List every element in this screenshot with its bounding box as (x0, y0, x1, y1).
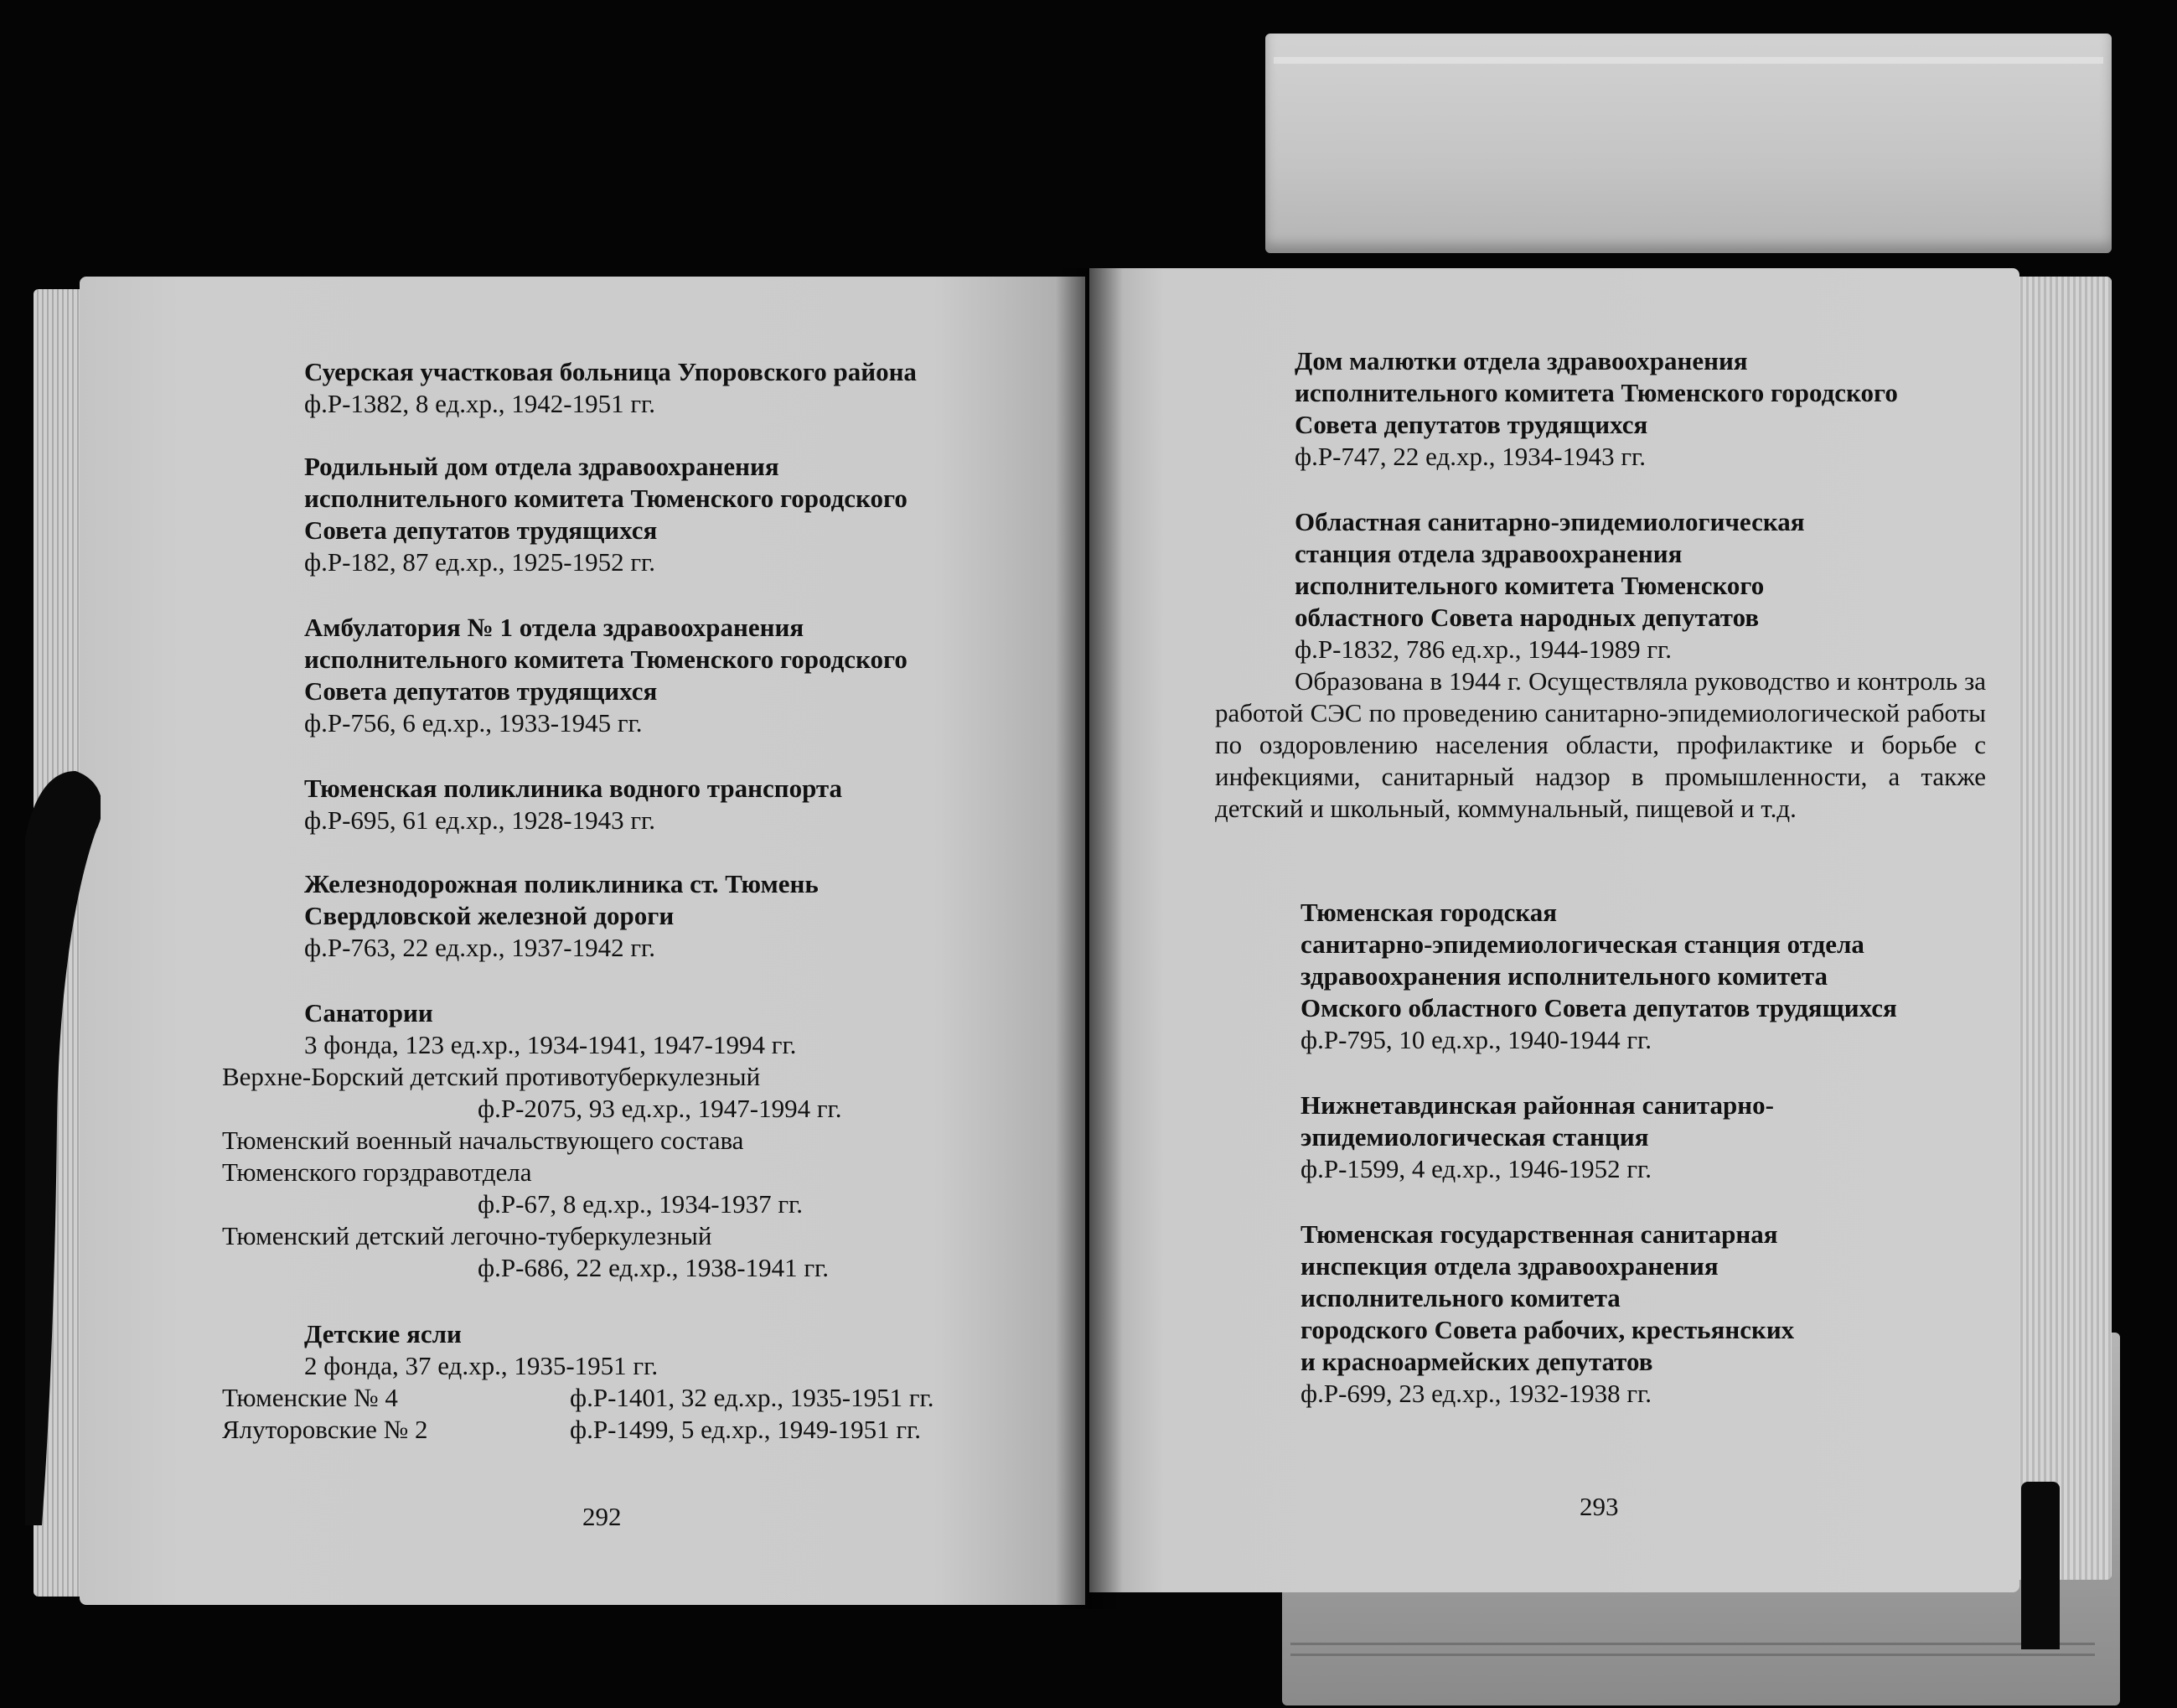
book-gutter-shadow (1056, 268, 1123, 1609)
entry-title: Родильный дом отдела здравоохранения (304, 452, 779, 481)
entry-ref: ф.Р-695, 61 ед.хр., 1928-1943 гг. (304, 805, 656, 835)
entry-ref: ф.Р-1832, 786 ед.хр., 1944-1989 гг. (1295, 634, 1673, 664)
entry-title: Совета депутатов трудящихся (304, 676, 658, 706)
entry-title: и красноармейских депутатов (1301, 1347, 1653, 1376)
entry-title: здравоохранения исполнительного комитета (1301, 961, 1828, 991)
entry-ref: ф.Р-1382, 8 ед.хр., 1942-1951 гг. (304, 389, 656, 418)
entry-ref: ф.Р-763, 22 ед.хр., 1937-1942 гг. (304, 933, 656, 962)
section-title: Санатории (304, 998, 433, 1027)
entry-title: Суерская участковая больница Упоровского района (304, 357, 917, 386)
background-box-edge (1274, 57, 2103, 64)
entry-title: исполнительного комитета Тюменского (1295, 571, 1765, 600)
entry-title: инспекция отдела здравоохранения (1301, 1251, 1719, 1281)
entry-title: исполнительного комитета Тюменского городского (304, 644, 908, 674)
entry-title: Свердловской железной дороги (304, 901, 675, 930)
entry-title: санитарно-эпидемиологическая станция отдела (1301, 929, 1864, 959)
entry-title: станция отдела здравоохранения (1295, 539, 1683, 568)
section-summary: 3 фонда, 123 ед.хр., 1934-1941, 1947-1994 гг. (304, 1030, 797, 1059)
entry-ref: ф.Р-795, 10 ед.хр., 1940-1944 гг. (1301, 1025, 1652, 1054)
entry-title: Железнодорожная поликлиника ст. Тюмень (304, 869, 819, 898)
item-name: Ялуторовские № 2 (222, 1415, 428, 1444)
item-name: Тюменского горздравотдела (222, 1157, 532, 1187)
entry-title: областного Совета народных депутатов (1295, 603, 1760, 632)
page-number: 292 (582, 1502, 622, 1531)
page-number: 293 (1580, 1492, 1619, 1521)
entry-title: Нижнетавдинская районная санитарно- (1301, 1090, 1774, 1120)
entry-title: исполнительного комитета (1301, 1283, 1621, 1312)
entry-ref: ф.Р-747, 22 ед.хр., 1934-1943 гг. (1295, 442, 1647, 471)
entry-title: Совета депутатов трудящихся (1295, 410, 1648, 439)
entry-title: городского Совета рабочих, крестьянских (1301, 1315, 1795, 1344)
entry-ref: ф.Р-756, 6 ед.хр., 1933-1945 гг. (304, 708, 643, 738)
description-paragraph: Образована в 1944 г. Осуществляла руководство и контроль за работой СЭС по проведению санитарно-эпидемиологической работы по оздоровлению населения области, профилактике и борьбе с инфекциями, санитарный надзор в промышленности, а также детский и школьный, коммунальный, пищевой и т.д. (1215, 666, 1986, 823)
entry-title: Дом малютки отдела здравоохранения (1295, 346, 1748, 375)
ribbon-bookmark-right-icon (2021, 1482, 2060, 1649)
right-page (1089, 268, 2019, 1592)
item-ref: ф.Р-67, 8 ед.хр., 1934-1937 гг. (478, 1189, 804, 1219)
section-title: Детские ясли (304, 1319, 462, 1348)
item-name: Тюменский детский легочно-туберкулезный (222, 1221, 712, 1250)
item-ref: ф.Р-1499, 5 ед.хр., 1949-1951 гг. (570, 1415, 922, 1444)
item-name: Тюменские № 4 (222, 1383, 398, 1412)
entry-title: Совета депутатов трудящихся (304, 515, 658, 545)
entry-ref: ф.Р-1599, 4 ед.хр., 1946-1952 гг. (1301, 1154, 1652, 1183)
item-ref: ф.Р-2075, 93 ед.хр., 1947-1994 гг. (478, 1094, 842, 1123)
background-box-groove (1290, 1643, 2095, 1656)
entry-title: Тюменская государственная санитарная (1301, 1219, 1778, 1249)
item-name: Верхне-Борский детский противотуберкулезный (222, 1062, 761, 1091)
left-page (80, 277, 1085, 1605)
item-ref: ф.Р-1401, 32 ед.хр., 1935-1951 гг. (570, 1383, 934, 1412)
ribbon-bookmark-icon (25, 771, 101, 1525)
item-name: Тюменский военный начальствующего состава (222, 1126, 744, 1155)
entry-title: исполнительного комитета Тюменского городского (304, 484, 908, 513)
entry-title: Амбулатория № 1 отдела здравоохранения (304, 613, 804, 642)
background-box-top (1265, 34, 2112, 253)
entry-title: Тюменская городская (1301, 898, 1558, 927)
entry-title: эпидемиологическая станция (1301, 1122, 1649, 1152)
entry-title: Областная санитарно-эпидемиологическая (1295, 507, 1805, 536)
entry-title: Омского областного Совета депутатов трудящихся (1301, 993, 1897, 1022)
entry-ref: ф.Р-699, 23 ед.хр., 1932-1938 гг. (1301, 1379, 1652, 1408)
item-ref: ф.Р-686, 22 ед.хр., 1938-1941 гг. (478, 1253, 830, 1282)
entry-ref: ф.Р-182, 87 ед.хр., 1925-1952 гг. (304, 547, 656, 577)
entry-title: исполнительного комитета Тюменского городского (1295, 378, 1898, 407)
entry-title: Тюменская поликлиника водного транспорта (304, 774, 843, 803)
section-summary: 2 фонда, 37 ед.хр., 1935-1951 гг. (304, 1351, 659, 1380)
